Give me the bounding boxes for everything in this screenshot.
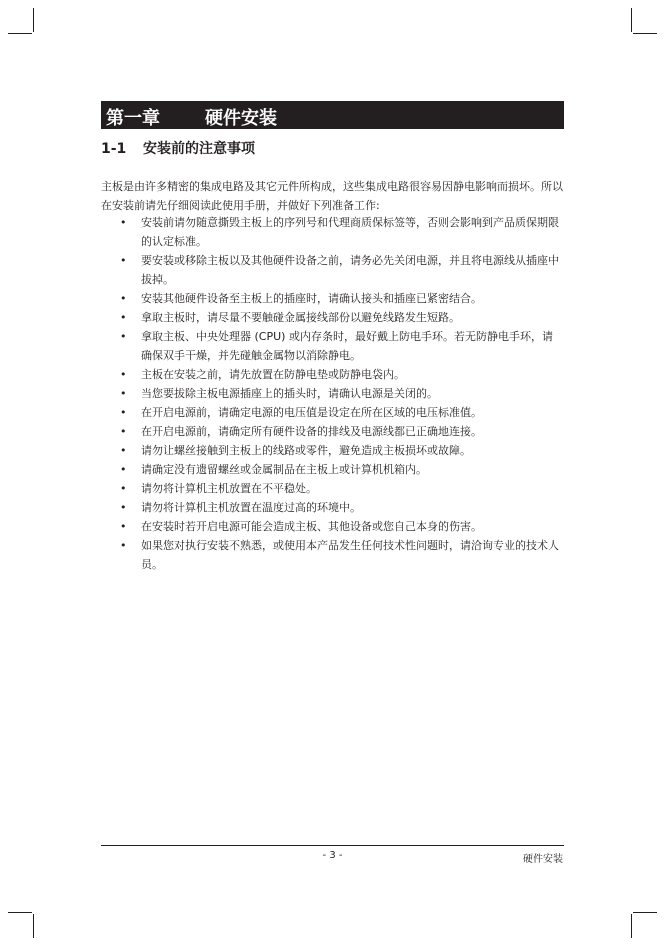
list-item-text: 在安装时若开启电源可能会造成主板、其他设备或您自己本身的伤害。 <box>141 520 482 533</box>
bullet-dot: • <box>120 368 127 381</box>
bullet-dot: • <box>120 292 127 305</box>
list-item-text: 拿取主板时，请尽量不要触碰金属接线部份以避免线路发生短路。 <box>141 311 460 324</box>
list-item-text: 在开启电源前，请确定电源的电压值是设定在所在区域的电压标准值。 <box>141 406 482 419</box>
section-title: 安装前的注意事项 <box>143 141 255 157</box>
footer-divider <box>101 845 564 846</box>
section-heading <box>101 138 255 158</box>
list-item-text: 安装前请勿随意撕毁主板上的序列号和代理商质保标签等，否则会影响到产品质保期限的认定标准。 <box>141 216 559 248</box>
bullet-dot: • <box>120 482 127 495</box>
list-item <box>101 403 563 422</box>
crop-mark <box>8 912 32 913</box>
crop-mark <box>631 914 632 938</box>
list-item <box>101 251 563 289</box>
crop-mark <box>633 33 657 34</box>
list-item <box>101 498 563 517</box>
list-item <box>101 460 563 479</box>
crop-mark <box>8 33 32 34</box>
list-item-text: 如果您对执行安装不熟悉，或使用本产品发生任何技术性问题时，请洽询专业的技术人员。 <box>141 539 559 571</box>
bullet-dot: • <box>120 425 127 438</box>
bullet-dot: • <box>120 254 127 267</box>
bullet-dot: • <box>120 501 127 514</box>
bullet-dot: • <box>120 520 127 533</box>
precautions-list <box>101 213 563 574</box>
chapter-number: 第一章 <box>106 108 160 129</box>
list-item <box>101 213 563 251</box>
list-item <box>101 422 563 441</box>
list-item-text: 当您要拔除主板电源插座上的插头时，请确认电源是关闭的。 <box>141 387 438 400</box>
bullet-dot: • <box>120 311 127 324</box>
list-item-text: 请确定没有遗留螺丝或金属制品在主板上或计算机机箱内。 <box>141 463 427 476</box>
section-number: 1-1 <box>101 141 127 157</box>
crop-mark <box>633 912 657 913</box>
chapter-header <box>101 101 564 129</box>
list-item <box>101 384 563 403</box>
list-item <box>101 479 563 498</box>
bullet-dot: • <box>120 463 127 476</box>
intro-paragraph: 主板是由许多精密的集成电路及其它元件所构成，这些集成电路很容易因静电影响而损坏。所以在安装前请先仔细阅读此使用手册，并做好下列准备工作: <box>101 180 563 212</box>
page-number: - 3 - <box>322 850 343 861</box>
list-item-text: 主板在安装之前，请先放置在防静电垫或防静电袋内。 <box>141 368 405 381</box>
list-item-text: 在开启电源前，请确定所有硬件设备的排线及电源线都已正确地连接。 <box>141 425 482 438</box>
bullet-dot: • <box>120 444 127 457</box>
list-item-text: 拿取主板、中央处理器 (CPU) 或内存条时，最好戴上防电手环。若无防静电手环，请确保双手干燥，并先碰触金属物以消除静电。 <box>141 330 553 362</box>
list-item <box>101 289 563 308</box>
crop-mark <box>631 8 632 32</box>
list-item-text: 安装其他硬件设备至主板上的插座时，请确认接头和插座已紧密结合。 <box>141 292 482 305</box>
chapter-title: 硬件安装 <box>205 108 277 129</box>
footer-chapter-title: 硬件安装 <box>523 854 563 865</box>
list-item <box>101 517 563 536</box>
list-item-text: 请勿将计算机主机放置在温度过高的环境中。 <box>141 501 361 514</box>
bullet-dot: • <box>120 387 127 400</box>
bullet-dot: • <box>120 539 127 552</box>
bullet-dot: • <box>120 406 127 419</box>
list-item-text: 请勿将计算机主机放置在不平稳处。 <box>141 482 317 495</box>
list-item-text: 请勿让螺丝接触到主板上的线路或零件，避免造成主板损坏或故障。 <box>141 444 471 457</box>
list-item <box>101 365 563 384</box>
bullet-dot: • <box>120 216 127 229</box>
list-item-text: 要安装或移除主板以及其他硬件设备之前，请务必先关闭电源，并且将电源线从插座中拔掉。 <box>141 254 559 286</box>
list-item <box>101 308 563 327</box>
bullet-dot: • <box>120 330 127 343</box>
list-item <box>101 327 563 365</box>
list-item <box>101 441 563 460</box>
crop-mark <box>33 914 34 938</box>
crop-mark <box>33 8 34 32</box>
list-item <box>101 536 563 574</box>
